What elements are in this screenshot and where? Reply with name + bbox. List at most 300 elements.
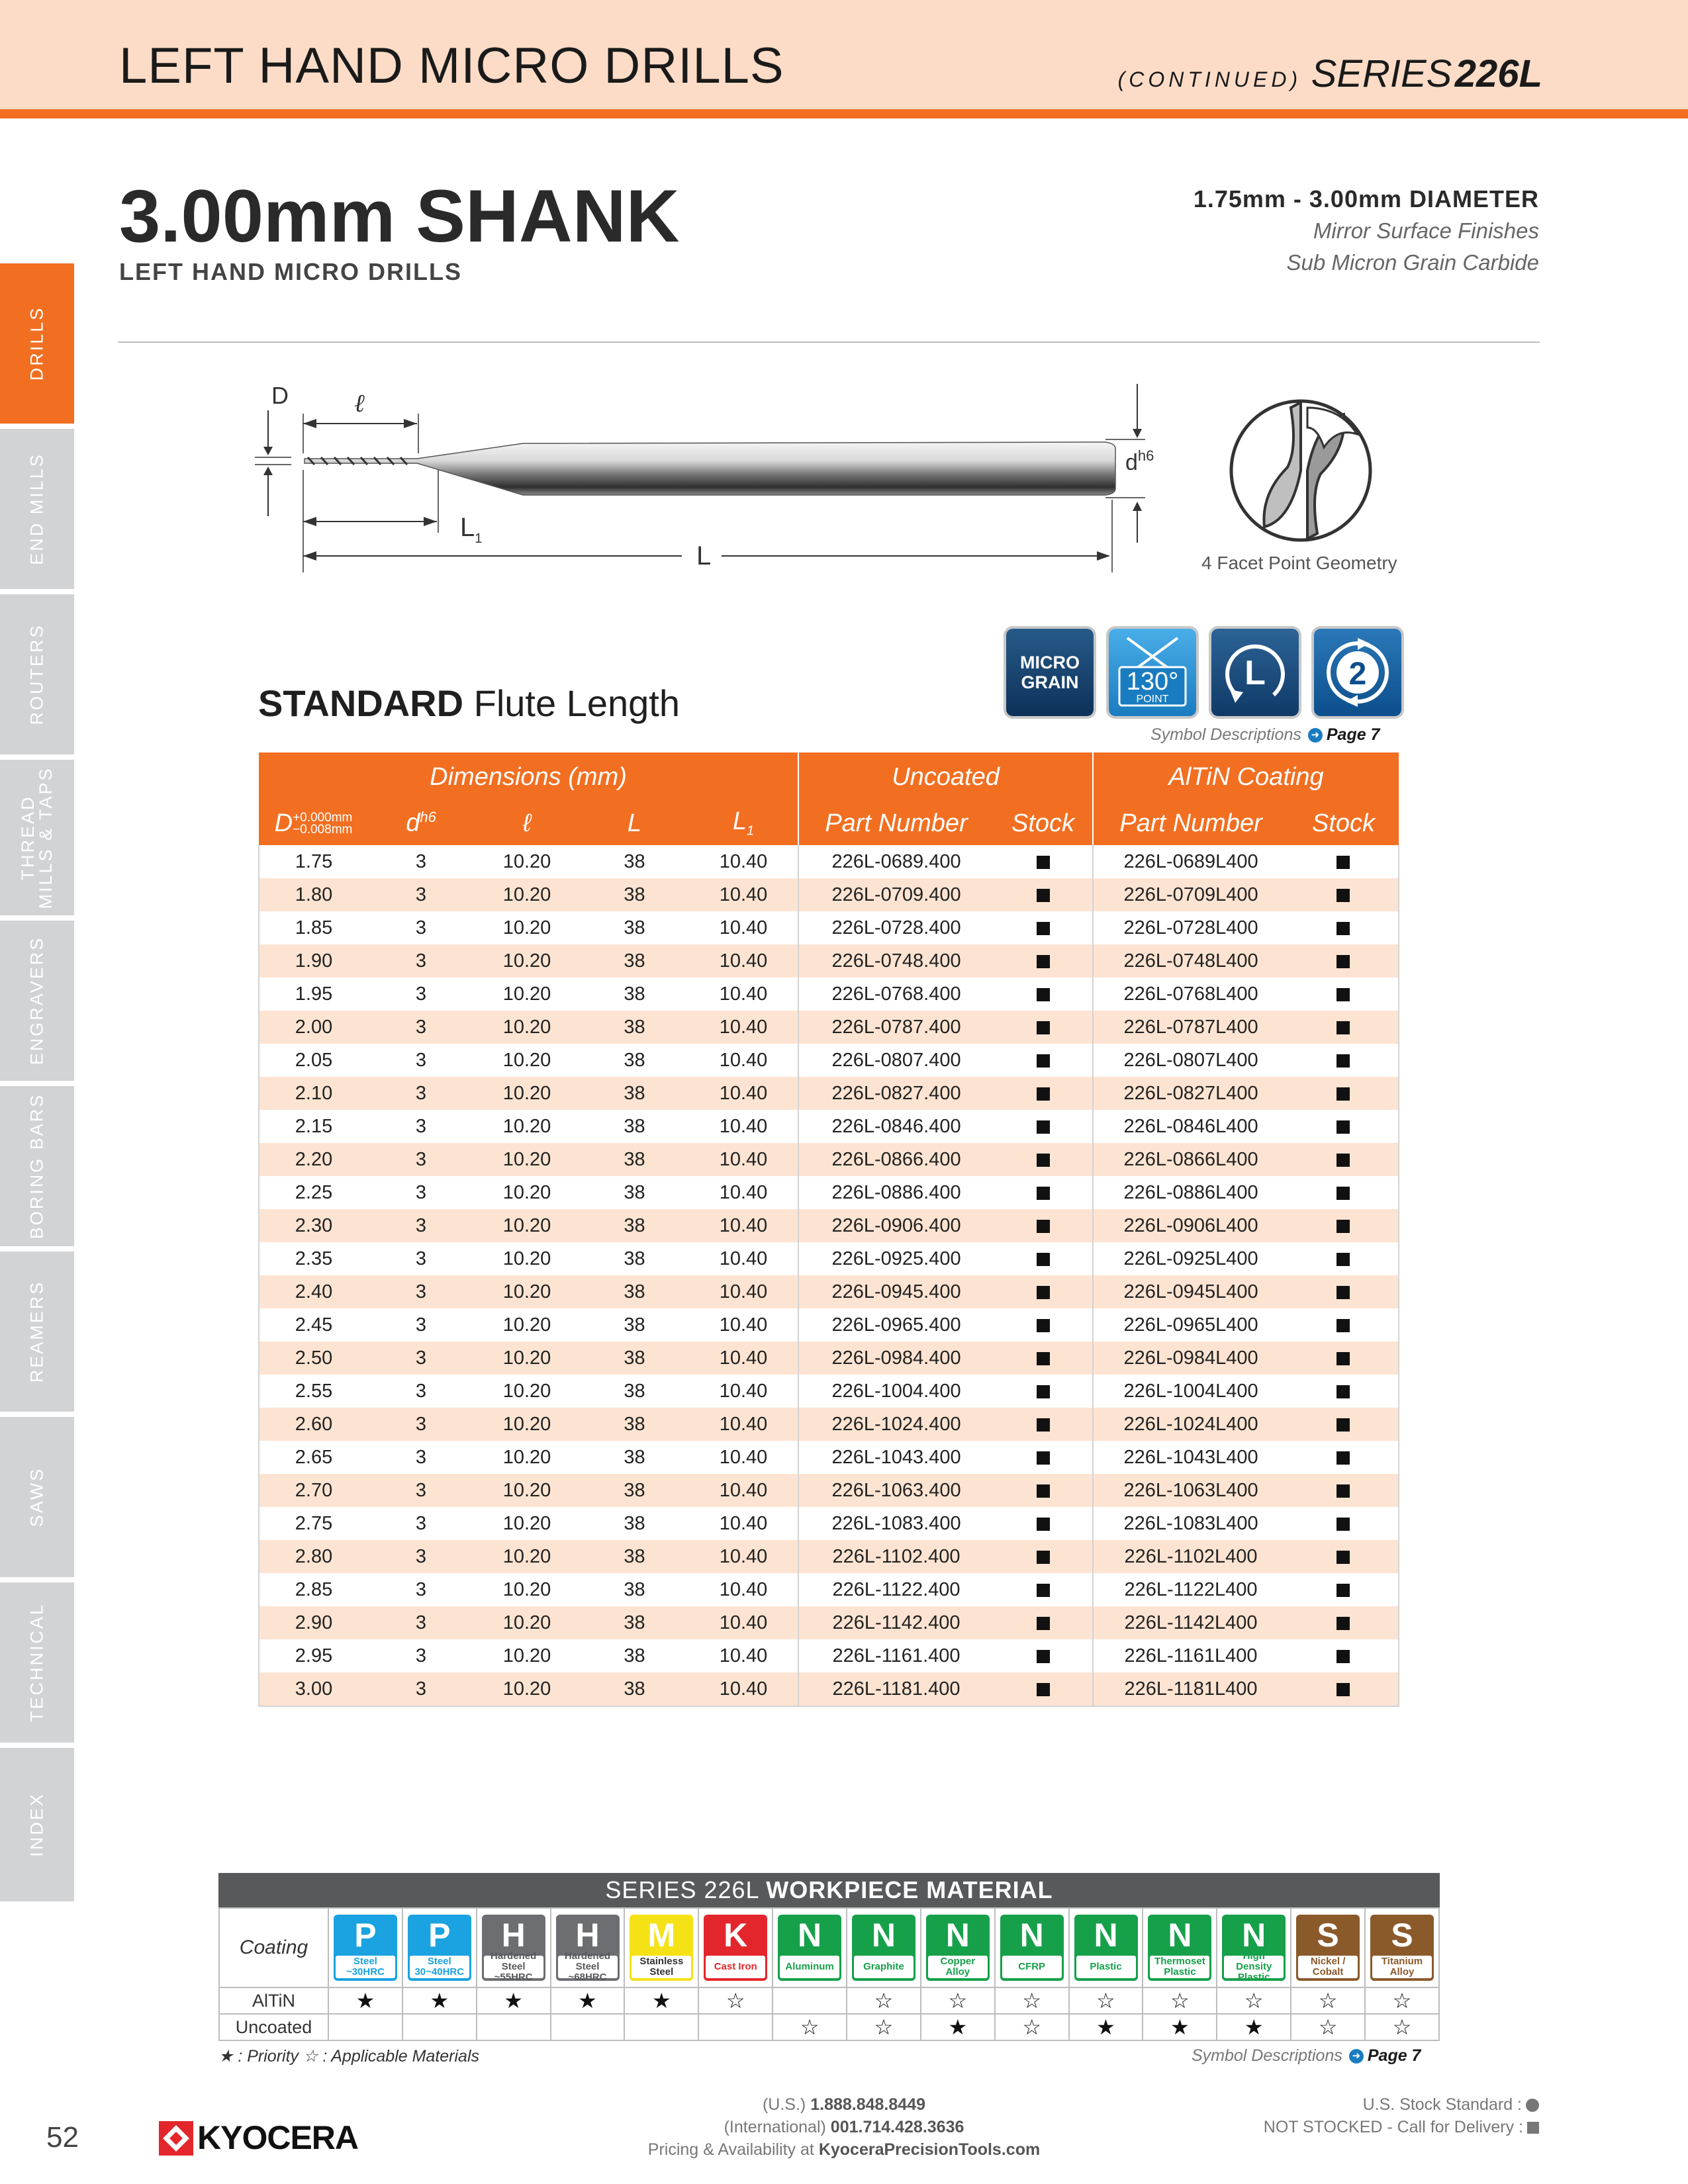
material-badge [482,1915,545,1981]
stock-square-icon [1336,1253,1350,1266]
cell-altin-stock [1288,1408,1399,1441]
table-row [259,878,1399,911]
cell-altin-stock [1288,1143,1399,1176]
star-legend: ★ : Priority ☆ : Applicable Materials [218,2047,480,2066]
stock-square-icon [1336,1087,1350,1101]
material-letter: K [724,1917,748,1954]
cell-uncoated-part: 226L-0965.400 [798,1308,994,1342]
cell-uncoated-stock [994,1143,1093,1176]
series-word: SERIES [1311,52,1452,95]
cell-d: 3 [415,1645,427,1666]
side-tab-routers[interactable]: ROUTERS [0,594,74,754]
cell-D: 2.15 [259,1110,368,1143]
table-row [259,1375,1399,1408]
stock-square-icon [1037,955,1050,968]
cell-L: 38 [580,1540,689,1573]
divider [118,341,1540,343]
stock-square-icon [1336,1617,1350,1630]
col-d: $d^{h6}$ [368,801,474,845]
not-stocked-legend: NOT STOCKED - Call for Delivery : [1264,2118,1539,2137]
cell-uncoated-part: 226L-1142.400 [798,1606,994,1639]
pricing-line: Pricing & Availability at KyoceraPrecisionTools.com [647,2140,1041,2159]
cell-L: 38 [624,1314,645,1336]
cell-D: 1.75 [259,845,368,878]
section-title: 3.00mm SHANK [119,175,680,257]
row-label-altin: AlTiN [219,1987,328,2014]
cell-altin-part: 226L-0846L400 [1093,1110,1288,1143]
uncoated-rating: ☆ [1365,2014,1439,2040]
cell-l: 10.20 [502,1512,551,1534]
cell-altin-part: 226L-0866L400 [1093,1143,1288,1176]
website-link[interactable]: KyoceraPrecisionTools.com [818,2140,1041,2159]
cell-uncoated-part: 226L-0827.400 [798,1077,994,1110]
facet-label: 4 Facet Point Geometry [1201,553,1397,573]
cell-uncoated-part: 226L-1181.400 [798,1672,994,1706]
material-letter: N [798,1917,822,1954]
material-name: Aluminum [780,1956,839,1978]
altin-rating: ☆ [1365,1987,1439,2014]
uncoated-rating: ★ [1143,2014,1217,2040]
cell-l: 10.20 [502,983,551,1005]
cell-L1: 10.40 [719,1181,768,1203]
material-cell [1217,1908,1291,1987]
material-cell [1365,1908,1439,1987]
cell-uncoated-part: 226L-1122.400 [798,1573,994,1606]
side-tab-end-mills[interactable]: END MILLS [0,429,74,589]
cell-L: 38 [580,1672,689,1706]
side-tab-reamers[interactable]: REAMERS [0,1251,74,1412]
cell-L1: 10.40 [719,983,768,1005]
cell-l: 10.20 [502,1049,551,1071]
material-letter: N [871,1917,896,1954]
stock-square-icon [1336,1385,1350,1398]
dot-icon [1526,2099,1539,2112]
cell-d: 3 [415,850,427,872]
cell-altin-stock [1288,1507,1399,1540]
cell-altin-part: 226L-0689L400 [1093,845,1288,878]
cell-D: 3.00 [259,1672,368,1706]
cell-D: 2.50 [259,1342,368,1375]
cell-uncoated-stock [994,1342,1093,1375]
material-cell [847,1908,921,1987]
cell-uncoated-stock [994,1540,1093,1573]
cell-altin-part: 226L-0709L400 [1093,878,1288,911]
cell-L1: 10.40 [689,878,798,911]
cell-L1: 10.40 [689,1540,798,1573]
cell-d: 3 [368,944,474,978]
material-name: Copper Alloy [928,1956,988,1978]
altin-rating: ★ [477,1987,551,2014]
side-tab-thread-mills[interactable]: THREAD MILLS & TAPS [0,760,74,915]
cell-L: 38 [624,1578,645,1600]
cell-l: 10.20 [502,1645,551,1666]
stock-square-icon [1037,1187,1050,1200]
drill-spec-table [258,752,1399,1707]
cell-d: 3 [368,1672,474,1706]
table-row [259,1441,1399,1474]
col-uncoated-part: Part Number [798,801,994,845]
stock-square-icon [1336,1286,1350,1299]
cell-l: 10.20 [474,1209,580,1242]
cell-uncoated-part: 226L-0866.400 [798,1143,994,1176]
material-badge [1074,1915,1138,1981]
cell-D: 2.75 [259,1507,368,1540]
table-row [259,1342,1399,1375]
cell-l: 10.20 [502,1314,551,1336]
uncoated-rating: ☆ [773,2014,847,2040]
cell-uncoated-stock [994,1639,1093,1672]
cell-D: 2.30 [259,1209,368,1242]
cell-l: 10.20 [474,1606,580,1639]
cell-L1: 10.40 [689,1606,798,1639]
material-letter: S [1317,1917,1339,1954]
stock-square-icon [1037,856,1050,869]
altin-rating: ☆ [1217,1987,1291,2014]
stock-square-icon [1037,1286,1050,1299]
header-accent-line [0,109,1688,118]
uncoated-rating: ★ [1217,2014,1291,2040]
table-row [259,911,1399,944]
cell-altin-part: 226L-0748L400 [1093,944,1288,978]
cell-l: 10.20 [474,1408,580,1441]
cell-L1: 10.40 [719,1578,768,1600]
cell-D: 2.00 [259,1011,368,1044]
table-row [259,1176,1399,1209]
material-name: Hardened Steel ~68HRC [558,1956,618,1978]
material-letter: H [575,1917,600,1954]
table-row [259,1110,1399,1143]
altin-rating: ☆ [1291,1987,1365,2014]
stock-square-icon [1037,1385,1050,1398]
drill-body [305,442,1115,495]
table-row [259,1242,1399,1275]
material-cell [698,1908,773,1987]
cell-D: 2.20 [259,1143,368,1176]
altin-rating: ☆ [1143,1987,1217,2014]
series-number: 226L [1454,52,1542,95]
uncoated-rating [698,2014,773,2040]
stock-square-icon [1336,889,1350,902]
cell-L1: 10.40 [719,850,768,872]
cell-altin-part: 226L-0728L400 [1093,911,1288,944]
cell-uncoated-stock [994,1573,1093,1606]
cell-d: 3 [368,1209,474,1242]
material-letter: N [1242,1917,1266,1954]
side-tab-index[interactable]: INDEX [0,1748,74,1901]
label-D: D [271,382,289,409]
cell-altin-part: 226L-1142L400 [1093,1606,1288,1639]
col-altin-part: Part Number [1093,801,1288,845]
stock-square-icon [1336,922,1350,935]
material-name: Hardened Steel ~55HRC [484,1956,543,1978]
cell-uncoated-stock [994,978,1093,1011]
material-cell [402,1908,477,1987]
cell-altin-part: 226L-0945L400 [1093,1275,1288,1308]
material-letter: N [945,1917,970,1954]
cell-altin-stock [1288,1474,1399,1507]
table-row [259,1507,1399,1540]
cell-d: 3 [368,1408,474,1441]
cell-L: 38 [580,1143,689,1176]
cell-l: 10.20 [474,1474,580,1507]
side-tab-saws[interactable]: SAWS [0,1417,74,1577]
cell-uncoated-stock [994,1011,1093,1044]
cell-d: 3 [368,1342,474,1375]
material-badge [556,1915,620,1981]
stock-square-icon [1037,1650,1050,1663]
altin-rating: ☆ [921,1987,995,2014]
stock-square-icon [1336,1650,1350,1663]
cell-d: 3 [415,983,427,1005]
stock-square-icon [1037,988,1050,1001]
table-row [259,978,1399,1011]
cell-L: 38 [580,1011,689,1044]
cell-D: 1.95 [259,978,368,1011]
table-row [259,1209,1399,1242]
stock-square-icon [1336,856,1350,869]
side-tab-technical[interactable]: TECHNICAL [0,1582,74,1743]
stock-square-icon [1336,1484,1350,1498]
cell-l: 10.20 [502,1578,551,1600]
stock-square-icon [1037,1551,1050,1564]
cell-L: 38 [580,1408,689,1441]
table-row [259,1408,1399,1441]
cell-altin-part: 226L-1043L400 [1093,1441,1288,1474]
side-tab-boring-bars[interactable]: BORING BARS [0,1086,74,1246]
uncoated-rating [477,2014,551,2040]
cell-d: 3 [368,1606,474,1639]
material-name: Thermoset Plastic [1150,1956,1209,1978]
cell-L: 38 [624,1115,645,1137]
cell-L1: 10.40 [719,1446,768,1468]
stock-square-icon [1336,955,1350,968]
material-cell [773,1908,847,1987]
cell-uncoated-part: 226L-0807.400 [798,1044,994,1077]
altin-rating: ☆ [1069,1987,1143,2014]
symbol-descriptions-link[interactable]: Symbol Descriptions ➜ Page 7 [1150,725,1380,744]
material-badge [1222,1915,1286,1981]
cell-uncoated-stock [994,878,1093,911]
facet-point-icon [1225,394,1377,547]
page-title: LEFT HAND MICRO DRILLS [119,38,784,94]
stock-square-icon [1037,1253,1050,1266]
stock-square-icon [1037,1319,1050,1332]
cell-l: 10.20 [502,850,551,872]
cell-altin-stock [1288,1672,1399,1706]
cell-uncoated-stock [994,845,1093,878]
material-name: Stainless Steel [632,1956,691,1978]
material-letter: H [501,1917,526,1954]
group-altin: AlTiN Coating [1093,752,1399,801]
stock-square-icon [1037,889,1050,902]
col-L: L [580,801,689,845]
cell-d: 3 [368,1143,474,1176]
material-letter: N [1019,1917,1044,1954]
cell-altin-stock [1288,845,1399,878]
material-badge [334,1915,397,1981]
cell-L1: 10.40 [719,1380,768,1402]
cell-uncoated-part: 226L-0709.400 [798,878,994,911]
cell-uncoated-stock [994,1672,1093,1706]
cell-altin-stock [1288,1209,1399,1242]
cell-altin-stock [1288,1110,1399,1143]
table-row [259,1474,1399,1507]
flute-count: 2 [1348,657,1367,692]
stock-square-icon [1336,1451,1350,1465]
stock-square-icon [1336,1187,1350,1200]
cell-d: 3 [368,1474,474,1507]
altin-rating: ★ [328,1987,402,2014]
cell-uncoated-part: 226L-0748.400 [798,944,994,978]
cell-L1: 10.40 [689,944,798,978]
material-name: High Density Plastic [1224,1956,1284,1978]
uncoated-rating: ★ [1069,2014,1143,2040]
cell-altin-part: 226L-1181L400 [1093,1672,1288,1706]
cell-altin-stock [1288,978,1399,1011]
side-tab-engravers[interactable]: ENGRAVERS [0,921,74,1081]
label-l: ℓ [354,388,365,418]
cell-D: 2.80 [259,1540,368,1573]
cell-L1: 10.40 [689,1474,798,1507]
stock-square-icon [1037,1220,1050,1233]
cell-l: 10.20 [474,1077,580,1110]
cell-D: 2.65 [259,1441,368,1474]
cell-L: 38 [580,1077,689,1110]
cell-L1: 10.40 [689,1408,798,1441]
material-letter: S [1391,1917,1413,1954]
cell-D: 1.80 [259,878,368,911]
cell-altin-part: 226L-0827L400 [1093,1077,1288,1110]
series-label [1118,52,1542,96]
workpiece-title: SERIES 226L WORKPIECE MATERIAL [218,1873,1440,1907]
cell-L: 38 [580,878,689,911]
row-label-uncoated: Uncoated [219,2014,328,2040]
symbol-descriptions-link-2[interactable]: Symbol Descriptions ➜ Page 7 [1192,2046,1421,2065]
stock-square-icon [1037,1120,1050,1134]
cell-D: 2.55 [259,1375,368,1408]
diameter-range: 1.75mm - 3.00mm DIAMETER [1193,185,1539,212]
cell-altin-stock [1288,1573,1399,1606]
stock-square-icon [1336,1518,1350,1531]
material-cell [328,1908,402,1987]
stock-square-icon [1037,1518,1050,1531]
cell-uncoated-part: 226L-0787.400 [798,1011,994,1044]
cell-altin-stock [1288,1342,1399,1375]
cell-L1: 10.40 [719,1512,768,1534]
arrow-right-icon: ➜ [1308,728,1323,743]
material-badge [408,1915,471,1981]
cell-D: 1.85 [259,911,368,944]
finish-note-2: Sub Micron Grain Carbide [1286,250,1539,275]
brand-name: KYOCERA [197,2119,359,2156]
cell-uncoated-part: 226L-1024.400 [798,1408,994,1441]
cell-uncoated-stock [994,911,1093,944]
material-name: Titanium Alloy [1372,1956,1432,1978]
material-letter: N [1094,1917,1118,1954]
stock-square-icon [1336,1120,1350,1134]
stock-square-icon [1037,1021,1050,1034]
cell-L1: 10.40 [719,1049,768,1071]
cell-D: 2.45 [259,1308,368,1342]
col-l: ℓ [474,801,580,845]
point-value: 130° [1126,668,1179,696]
cell-L: 38 [580,944,689,978]
table-row [259,1011,1399,1044]
cell-l: 10.20 [474,1342,580,1375]
cell-d: 3 [415,1512,427,1534]
side-tab-drills[interactable]: DRILLS [0,263,74,424]
cell-d: 3 [415,1578,427,1600]
cell-D: 2.10 [259,1077,368,1110]
cell-L1: 10.40 [689,1143,798,1176]
cell-uncoated-stock [994,1474,1093,1507]
stock-square-icon [1336,1154,1350,1167]
cell-uncoated-part: 226L-0906.400 [798,1209,994,1242]
group-dimensions: Dimensions (mm) [259,752,798,801]
material-badge [852,1915,915,1981]
stock-square-icon [1037,1484,1050,1498]
stock-square-icon [1037,1584,1050,1597]
cell-d: 3 [415,917,427,938]
cell-l: 10.20 [474,1011,580,1044]
cell-L: 38 [624,1181,645,1203]
stock-standard-legend: U.S. Stock Standard : [1363,2095,1539,2115]
point-label: POINT [1136,694,1169,705]
material-name: Plastic [1076,1956,1136,1978]
drill-dimension-diagram [245,371,1185,582]
cell-L1: 10.40 [719,1248,768,1269]
phone-intl: (International) 001.714.428.3636 [724,2118,964,2136]
cell-uncoated-part: 226L-0689.400 [798,845,994,878]
cell-altin-stock [1288,1639,1399,1672]
material-letter: M [647,1917,676,1954]
cell-uncoated-stock [994,1507,1093,1540]
cell-uncoated-stock [994,1044,1093,1077]
cell-altin-part: 226L-0787L400 [1093,1011,1288,1044]
page-number: 52 [46,2121,79,2154]
stock-square-icon [1037,1451,1050,1465]
section-subtitle: LEFT HAND MICRO DRILLS [119,258,462,285]
cell-uncoated-part: 226L-0886.400 [798,1176,994,1209]
material-cell [477,1908,551,1987]
material-letter: P [428,1917,451,1954]
cell-altin-stock [1288,1275,1399,1308]
cell-D: 2.95 [259,1639,368,1672]
micro-grain-icon [1006,629,1094,716]
material-cell [995,1908,1069,1987]
material-name: Graphite [854,1956,914,1978]
material-badge [1296,1915,1360,1981]
cell-uncoated-stock [994,1441,1093,1474]
stock-square-icon [1037,1418,1050,1432]
cell-d: 3 [368,1077,474,1110]
altin-rating: ★ [551,1987,625,2014]
cell-L: 38 [624,850,645,872]
cell-altin-part: 226L-0906L400 [1093,1209,1288,1242]
table-row [259,1540,1399,1573]
altin-rating [773,1987,847,2014]
cell-altin-stock [1288,1242,1399,1275]
stock-square-icon [1336,1054,1350,1068]
table-row [259,1606,1399,1639]
stock-square-icon [1336,1418,1350,1432]
stock-square-icon [1336,1683,1350,1696]
cell-L: 38 [624,1446,645,1468]
cell-altin-stock [1288,1077,1399,1110]
altin-rating: ★ [624,1987,698,2014]
material-badge [630,1915,693,1981]
cell-D: 2.60 [259,1408,368,1441]
